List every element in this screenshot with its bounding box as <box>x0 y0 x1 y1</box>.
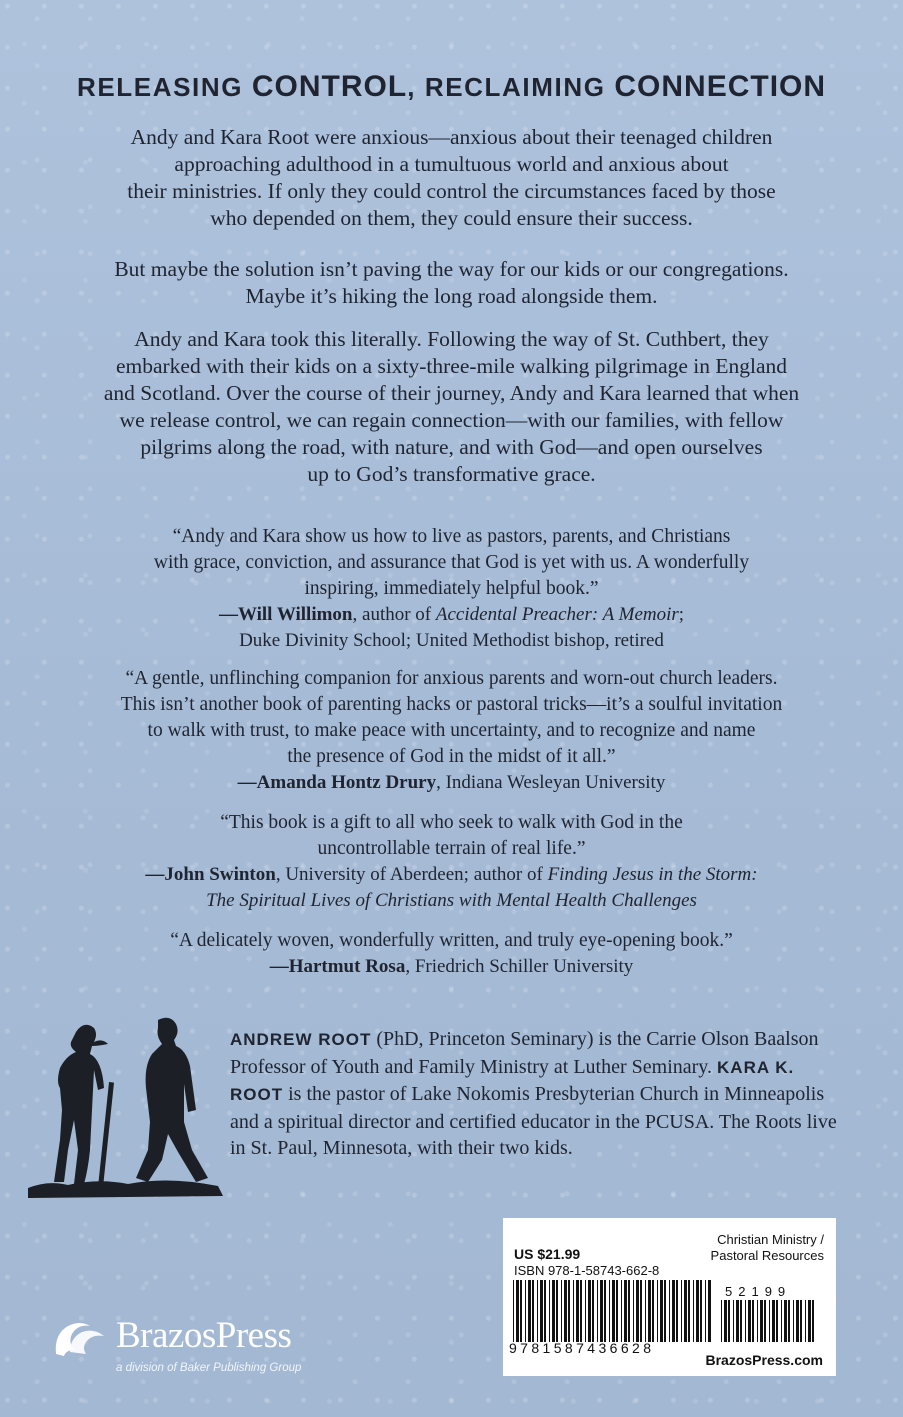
barcode-bar <box>652 1280 654 1342</box>
barcode-bar <box>784 1300 787 1342</box>
description-line: and Scotland. Over the course of their journey, Andy and Kara learned that when <box>103 381 800 405</box>
price-code-digits: 52199 <box>725 1284 792 1299</box>
description-line: Andy and Kara Root were anxious—anxious about their teenaged children <box>130 125 773 149</box>
barcode-bar <box>544 1280 546 1342</box>
barcode-bar <box>561 1280 562 1342</box>
endorsement-line: “A delicately woven, wonderfully written, and truly eye-opening book.” <box>170 930 733 951</box>
barcode-bar <box>657 1280 658 1342</box>
barcode-bar <box>696 1280 699 1342</box>
barcode-bar <box>772 1300 775 1342</box>
barcode-bar <box>592 1280 594 1342</box>
endorsement-affiliation: Duke Divinity School; United Methodist bishop, retired <box>239 630 664 651</box>
barcode-bar <box>760 1300 763 1342</box>
description-paragraph-3 <box>60 326 843 488</box>
barcode-bar <box>776 1300 778 1342</box>
barcode-bar <box>612 1280 615 1342</box>
publisher-brand: BrazosPress <box>116 1315 292 1356</box>
headline-part4: CONNECTION <box>614 70 827 103</box>
price-label: US $21.99 <box>514 1246 581 1262</box>
barcode-bar <box>752 1300 754 1342</box>
isbn-label: ISBN 978-1-58743-662-8 <box>514 1263 660 1278</box>
barcode-bar <box>684 1280 687 1342</box>
headline <box>0 70 903 104</box>
barcode-bar <box>728 1300 730 1342</box>
book-subtitle: The Spiritual Lives of Christians with Mental Health Challenges <box>206 890 697 911</box>
barcode-bar <box>645 1280 646 1342</box>
isbn-barcode <box>511 1280 711 1342</box>
description-line: embarked with their kids on a sixty-three-mile walking pilgrimage in England <box>115 354 788 378</box>
endorsement-line: the presence of God in the midst of it all.” <box>287 746 616 767</box>
barcode-bar <box>628 1280 630 1342</box>
endorsement-2 <box>70 666 833 796</box>
wave-logo-icon <box>50 1314 110 1362</box>
headline-part3: , RECLAIMING <box>407 72 615 102</box>
barcode-bar <box>805 1300 806 1342</box>
category-label: Christian Ministry / Pastoral Resources <box>710 1232 824 1263</box>
pilgrims-silhouette-icon <box>28 1010 228 1202</box>
barcode-bar <box>616 1280 618 1342</box>
headline-part2: CONTROL <box>251 70 408 103</box>
barcode-bar <box>513 1280 514 1342</box>
barcode-bar <box>733 1300 734 1342</box>
barcode-bar <box>621 1280 622 1342</box>
barcode-bar <box>640 1280 642 1342</box>
barcode-bar <box>721 1300 722 1342</box>
barcode-bar <box>800 1300 802 1342</box>
publisher-subtitle: a division of Baker Publishing Group <box>116 1362 302 1374</box>
endorsement-attribution: —Will Willimon, author of Accidental Preacher: A Memoir; <box>218 604 685 625</box>
barcode-bar <box>688 1280 690 1342</box>
barcode-bar <box>748 1300 751 1342</box>
description-line: pilgrims along the road, with nature, and with God—and open ourselves <box>140 435 763 459</box>
barcode-bar <box>528 1280 531 1342</box>
endorsement-line: “This book is a gift to all who seek to walk with God in the <box>220 812 683 833</box>
barcode-bar <box>781 1300 782 1342</box>
endorsement-line: “Andy and Kara show us how to live as pastors, parents, and Christians <box>172 526 731 547</box>
publisher-logo <box>50 1312 350 1382</box>
endorser-name: —Hartmut Rosa <box>269 956 406 977</box>
publisher-website: BrazosPress.com <box>705 1352 823 1368</box>
barcode-bar <box>564 1280 567 1342</box>
barcode-bar <box>757 1300 758 1342</box>
endorsement-1 <box>70 524 833 654</box>
barcode-bar <box>669 1280 670 1342</box>
barcode-bar <box>609 1280 610 1342</box>
barcode-bar <box>681 1280 682 1342</box>
barcode-bar <box>672 1280 675 1342</box>
barcode-bar <box>516 1280 519 1342</box>
barcode-bar <box>736 1300 739 1342</box>
bio-text-2: is the pastor of Lake Nokomis Presbyterian Church in Minneapolis and a spiritual director and certified educator in the PCUSA. The Roots live in St. Paul, Minnesota, with their two kids. <box>230 1083 837 1159</box>
barcode-bar <box>636 1280 639 1342</box>
endorsement-line: with grace, conviction, and assurance that God is yet with us. A wonderfully <box>153 552 750 573</box>
barcode-bar <box>700 1280 702 1342</box>
barcode-bar <box>740 1300 742 1342</box>
description-line: up to God’s transformative grace. <box>307 462 596 486</box>
barcode-bar <box>556 1280 558 1342</box>
barcode-bar <box>745 1300 746 1342</box>
description-line: who depended on them, they could ensure their success. <box>210 206 693 230</box>
barcode-bar <box>580 1280 582 1342</box>
barcode-bar <box>812 1300 814 1342</box>
barcode-bar <box>597 1280 598 1342</box>
description-line: Andy and Kara took this literally. Following the way of St. Cuthbert, they <box>134 327 769 351</box>
author-bio <box>230 1026 850 1162</box>
barcode-bar <box>549 1280 550 1342</box>
endorsement-attribution: —John Swinton, University of Aberdeen; author of Finding Jesus in the Storm: <box>145 864 758 885</box>
barcode-bar <box>708 1280 711 1342</box>
endorsement-3 <box>70 810 833 914</box>
price-barcode <box>719 1300 819 1342</box>
book-title: Finding Jesus in the Storm: <box>547 864 758 885</box>
barcode-bar <box>552 1280 555 1342</box>
barcode-bar <box>537 1280 538 1342</box>
endorsement-attribution: —Amanda Hontz Drury, Indiana Wesleyan University <box>237 772 666 793</box>
description-line: Maybe it’s hiking the long road alongside them. <box>245 284 658 308</box>
description-paragraph-1 <box>60 124 843 232</box>
description-line: But maybe the solution isn’t paving the way for our kids or our congregations. <box>114 257 789 281</box>
endorsement-attribution: —Hartmut Rosa, Friedrich Schiller University <box>269 956 634 977</box>
headline-part1: RELEASING <box>76 72 252 102</box>
endorsement-line: “A gentle, unflinching companion for anxious parents and worn-out church leaders. <box>125 668 778 689</box>
description-line: approaching adulthood in a tumultuous world and anxious about <box>174 152 729 176</box>
barcode-bar <box>573 1280 574 1342</box>
description-paragraph-2 <box>60 256 843 310</box>
description-line: we release control, we can regain connection—with our families, with fellow <box>119 408 784 432</box>
barcode-box <box>503 1218 836 1376</box>
book-title: Accidental Preacher: A Memoir <box>435 604 679 625</box>
barcode-bar <box>588 1280 591 1342</box>
barcode-bar <box>624 1280 627 1342</box>
barcode-bar <box>676 1280 678 1342</box>
author-name-andrew: ANDREW ROOT <box>230 1030 372 1049</box>
barcode-bar <box>532 1280 534 1342</box>
barcode-bar <box>540 1280 543 1342</box>
barcode-bar <box>648 1280 651 1342</box>
barcode-bar <box>660 1280 663 1342</box>
barcode-bar <box>585 1280 586 1342</box>
barcode-bar <box>520 1280 522 1342</box>
barcode-bar <box>705 1280 706 1342</box>
author-name-kara: KARA K. ROOT <box>230 1057 795 1104</box>
barcode-bar <box>769 1300 770 1342</box>
barcode-bar <box>793 1300 794 1342</box>
barcode-bar <box>525 1280 526 1342</box>
endorsement-line: This isn’t another book of parenting hacks or pastoral tricks—it’s a soulful invitation <box>120 694 783 715</box>
barcode-bar <box>664 1280 666 1342</box>
barcode-bar <box>568 1280 570 1342</box>
barcode-bar <box>796 1300 799 1342</box>
barcode-bar <box>604 1280 606 1342</box>
barcode-bar <box>600 1280 603 1342</box>
barcode-bar <box>633 1280 634 1342</box>
endorser-name: —Amanda Hontz Drury <box>237 772 437 793</box>
endorser-name: —John Swinton <box>145 864 276 885</box>
endorsement-line: inspiring, immediately helpful book.” <box>304 578 599 599</box>
barcode-bar <box>788 1300 790 1342</box>
endorsement-4 <box>70 928 833 980</box>
endorsement-line: uncontrollable terrain of real life.” <box>317 838 586 859</box>
barcode-bar <box>764 1300 766 1342</box>
barcode-bar <box>724 1300 727 1342</box>
barcode-bar <box>693 1280 694 1342</box>
barcode-bar <box>576 1280 579 1342</box>
endorser-name: —Will Willimon <box>218 604 353 625</box>
isbn-digits: 9781587436628 <box>509 1340 655 1356</box>
endorsement-line: to walk with trust, to make peace with uncertainty, and to recognize and name <box>147 720 756 741</box>
description-line: their ministries. If only they could control the circumstances faced by those <box>127 179 776 203</box>
barcode-bar <box>808 1300 811 1342</box>
bio-text-1: (PhD, Princeton Seminary) is the Carrie Olson Baalson Professor of Youth and Family Ministry at Luther Seminary. <box>230 1028 819 1078</box>
